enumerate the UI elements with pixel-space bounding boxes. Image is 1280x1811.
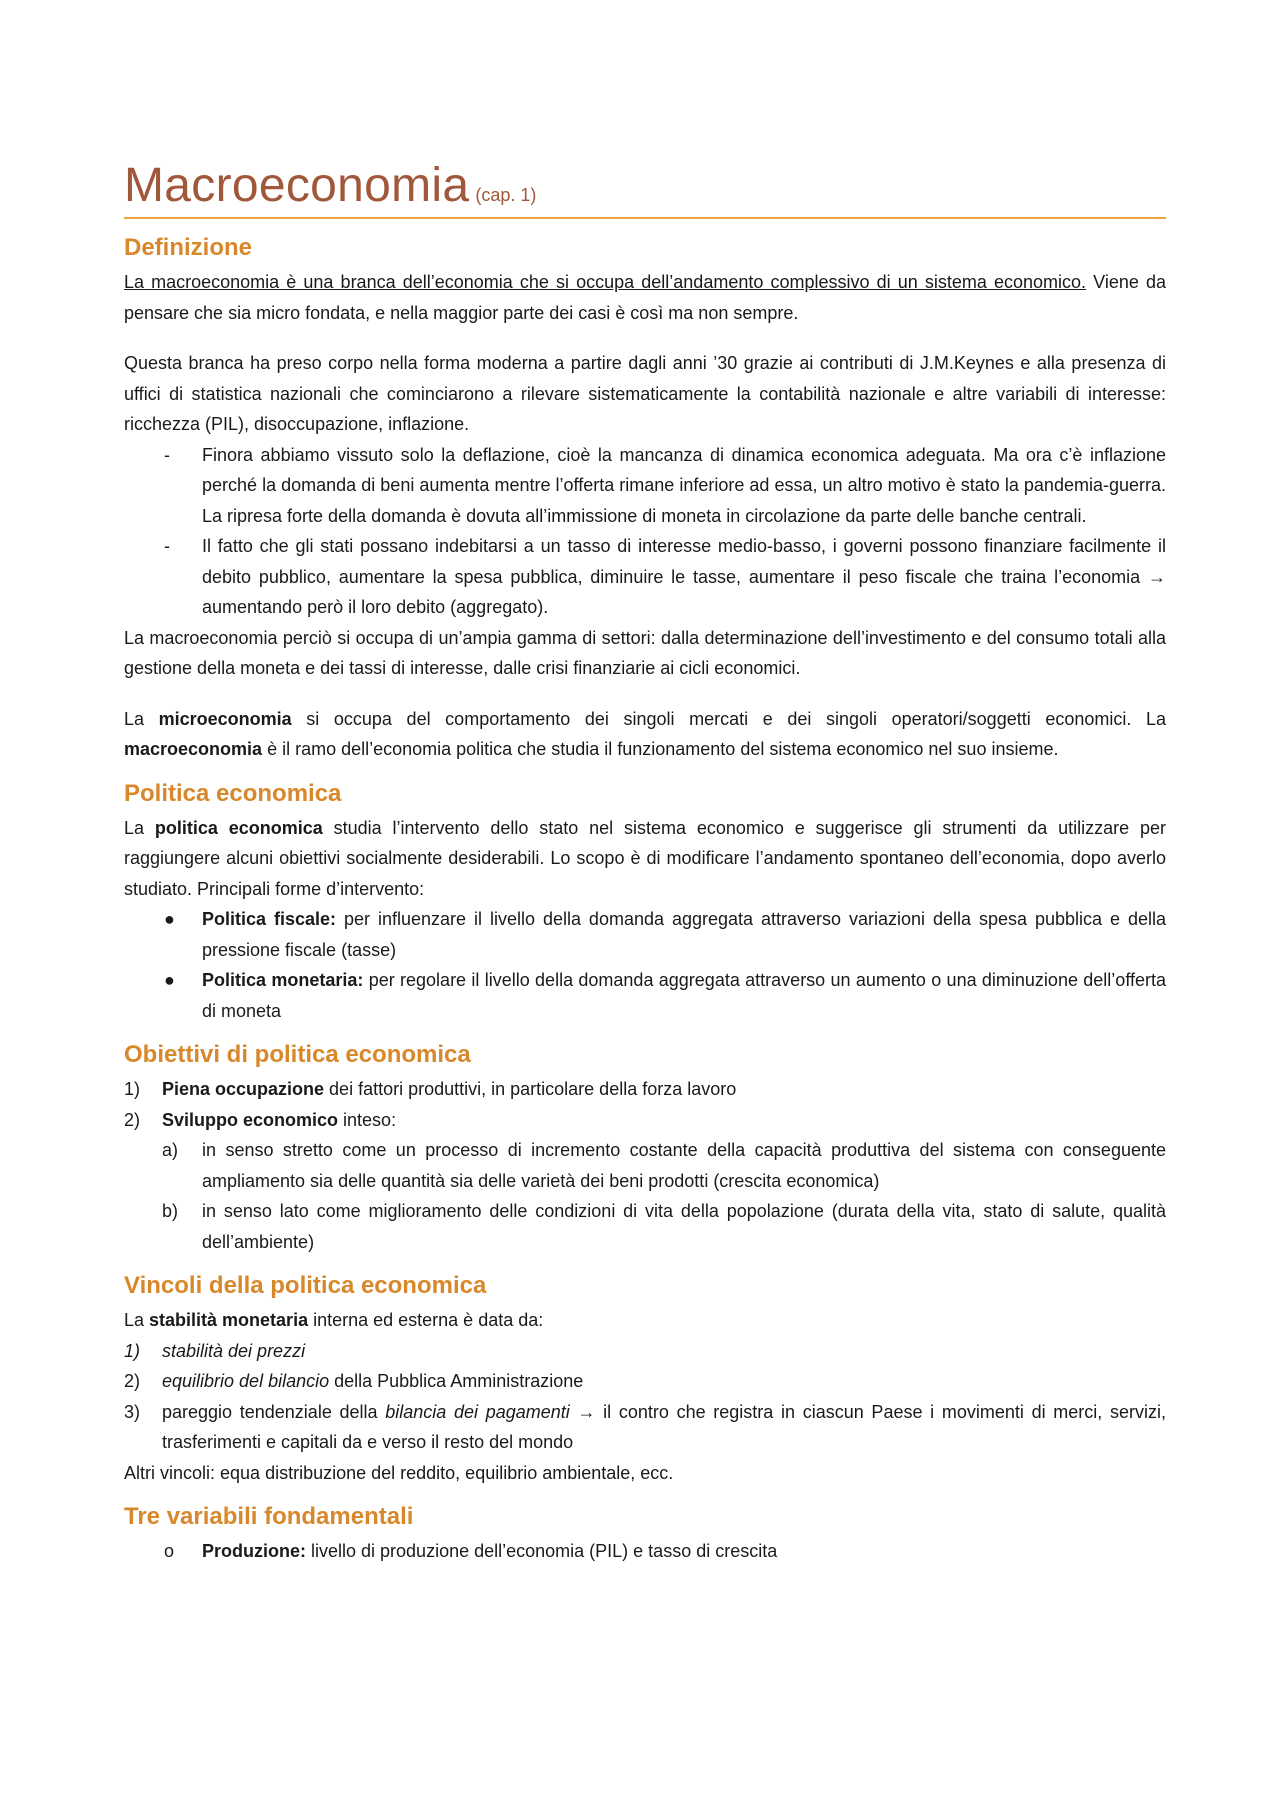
item-text: → il contro che registra in ciascun Paese i movimenti di merci, servizi, trasferimenti e capitali da e verso il resto del mondo	[162, 1401, 1166, 1452]
text-run: si occupa del comportamento dei singoli mercati e dei singoli operatori/soggetti economici. La	[291, 708, 1166, 729]
heading-obiettivi: Obiettivi di politica economica	[124, 1041, 471, 1068]
dash-marker: -	[164, 536, 170, 556]
lettered-item	[124, 1135, 1166, 1196]
vincoli-list	[124, 1336, 1166, 1458]
heading-tre-variabili: Tre variabili fondamentali	[124, 1503, 414, 1530]
bullet-marker: ●	[164, 970, 175, 990]
bullet-text: per influenzare il livello della domanda aggregata attraverso variazioni della spesa pubblica e della pressione fiscale (tasse)	[202, 909, 1167, 960]
item-italic: equilibrio del bilancio	[162, 1371, 330, 1391]
definition-underlined: La macroeconomia è una branca dell’economia che si occupa dell’andamento complessivo di un sistema economico.	[124, 272, 1087, 292]
item-letter: b)	[162, 1201, 179, 1221]
numbered-item	[124, 1074, 1166, 1105]
dash-item-text: Il fatto che gli stati possano indebitarsi a un tasso di interesse medio-basso, i governi possono finanziare facilmente il debito pubblico, aumentare la spesa pubblica, diminuire le tasse, aumentare il peso fiscale che traina l’economia → aumentando però il loro debito (aggregato).	[202, 536, 1166, 617]
dash-item-text: Finora abbiamo vissuto solo la deflazione, cioè la mancanza di dinamica economica adeguata. Ma ora c’è inflazione perché la domanda di beni aumenta mentre l’offerta rimane inferiore ad essa, un altro motivo è stato la pandemia-guerra. La ripresa forte della domanda è dovuta all’immissione di moneta in circolazione da parte delle banche centrali.	[202, 444, 1166, 526]
term-stabilita-monetaria: stabilità monetaria	[149, 1310, 309, 1330]
bullet-item	[124, 965, 1166, 1026]
bullet-marker: ●	[164, 909, 175, 929]
bullet-text: per regolare il livello della domanda aggregata attraverso un aumento o una diminuzione dell’offerta di moneta	[202, 970, 1167, 1021]
heading-definizione: Definizione	[124, 234, 253, 261]
heading-politica-economica: Politica economica	[124, 779, 342, 807]
item-number: 1)	[124, 1079, 141, 1099]
numbered-item	[124, 1336, 1166, 1367]
numbered-list	[124, 1074, 1166, 1135]
dash-list	[124, 440, 1166, 623]
definition-rest: Viene da pensare che sia micro fondata, e nella maggior parte dei casi è così ma non sempre.	[124, 272, 1166, 323]
dash-marker: -	[164, 444, 170, 465]
text-run: interna ed esterna è data da:	[308, 1310, 544, 1330]
item-text: della Pubblica Amministrazione	[329, 1371, 584, 1391]
item-text: stabilità dei prezzi	[162, 1340, 306, 1361]
vincoli-intro	[124, 1305, 1166, 1336]
item-number: 3)	[124, 1401, 141, 1422]
lettered-list	[124, 1135, 1166, 1257]
circle-marker: o	[164, 1541, 175, 1561]
text-run: La	[124, 1310, 150, 1330]
term-microeconomia: microeconomia	[158, 708, 292, 729]
item-text: pareggio tendenziale della	[162, 1401, 386, 1422]
politica-paragraph	[124, 813, 1166, 905]
text-run: studia l’intervento dello stato nel sistema economico e suggerisce gli strumenti da utilizzare per raggiungere alcuni obiettivi socialmente desiderabili. Lo scopo è di modificare l’andamento spontaneo dell’economia, dopo averlo studiato. Principali forme d’intervento:	[124, 817, 1166, 899]
item-text: dei fattori produttivi, in particolare della forza lavoro	[324, 1079, 737, 1099]
altri-vincoli: Altri vincoli: equa distribuzione del reddito, equilibrio ambientale, ecc.	[124, 1462, 674, 1483]
circle-list	[124, 1536, 1166, 1567]
item-number: 2)	[124, 1109, 141, 1130]
chapter-label: (cap. 1)	[475, 185, 537, 205]
text-run: La	[124, 817, 155, 838]
numbered-item	[124, 1366, 1166, 1397]
page-title: Macroeconomia	[124, 159, 470, 212]
document-content	[124, 158, 1166, 1567]
heading-vincoli: Vincoli della politica economica	[124, 1272, 487, 1299]
item-letter: a)	[162, 1140, 179, 1160]
text-run: La	[124, 708, 159, 729]
item-label: Piena occupazione	[162, 1079, 325, 1099]
text-run: è il ramo dell’economia politica che studia il funzionamento del sistema economico nel suo insieme.	[262, 739, 1059, 759]
dash-item	[124, 531, 1166, 623]
title-row	[124, 158, 1166, 219]
numbered-item	[124, 1105, 1166, 1136]
history-paragraph: Questa branca ha preso corpo nella forma moderna a partire dagli anni ’30 grazie ai contributi di J.M.Keynes e alla presenza di uffici di statistica nazionali che cominciarono a rilevare sistematicamente la contabilità nazionale e altre variabili di interesse: ricchezza (PIL), disoccupazione, inflazione.	[124, 353, 1166, 434]
item-italic: bilancia dei pagamenti	[385, 1401, 570, 1422]
item-label: Produzione:	[202, 1541, 306, 1561]
item-text: inteso:	[338, 1109, 397, 1130]
item-number: 2)	[124, 1371, 141, 1391]
item-text: livello di produzione dell’economia (PIL) e tasso di crescita	[306, 1541, 778, 1561]
bullet-list	[124, 904, 1166, 1026]
micro-macro-paragraph	[124, 704, 1166, 765]
bullet-label: Politica monetaria:	[202, 970, 364, 990]
numbered-item	[124, 1397, 1166, 1458]
lettered-item	[124, 1196, 1166, 1257]
item-text: in senso lato come miglioramento delle condizioni di vita della popolazione (durata della vita, stato di salute, qualità dell’ambiente)	[202, 1201, 1166, 1252]
dash-item	[124, 440, 1166, 532]
scope-paragraph: La macroeconomia perciò si occupa di un’ampia gamma di settori: dalla determinazione dell’investimento e del consumo totali alla gestione della moneta e dei tassi di interesse, dalle crisi finanziarie ai cicli economici.	[124, 627, 1166, 678]
term-politica-economica: politica economica	[154, 817, 323, 838]
term-macroeconomia: macroeconomia	[124, 739, 263, 759]
item-label: Sviluppo economico	[162, 1109, 339, 1130]
bullet-item	[124, 904, 1166, 965]
bullet-label: Politica fiscale:	[202, 909, 337, 929]
item-number: 1)	[124, 1340, 141, 1361]
definition-paragraph	[124, 267, 1166, 328]
item-text: in senso stretto come un processo di incremento costante della capacità produttiva del sistema con conseguente ampliamento sia delle quantità sia delle varietà dei beni prodotti (crescita economica)	[202, 1140, 1166, 1191]
circle-item	[124, 1536, 1166, 1567]
